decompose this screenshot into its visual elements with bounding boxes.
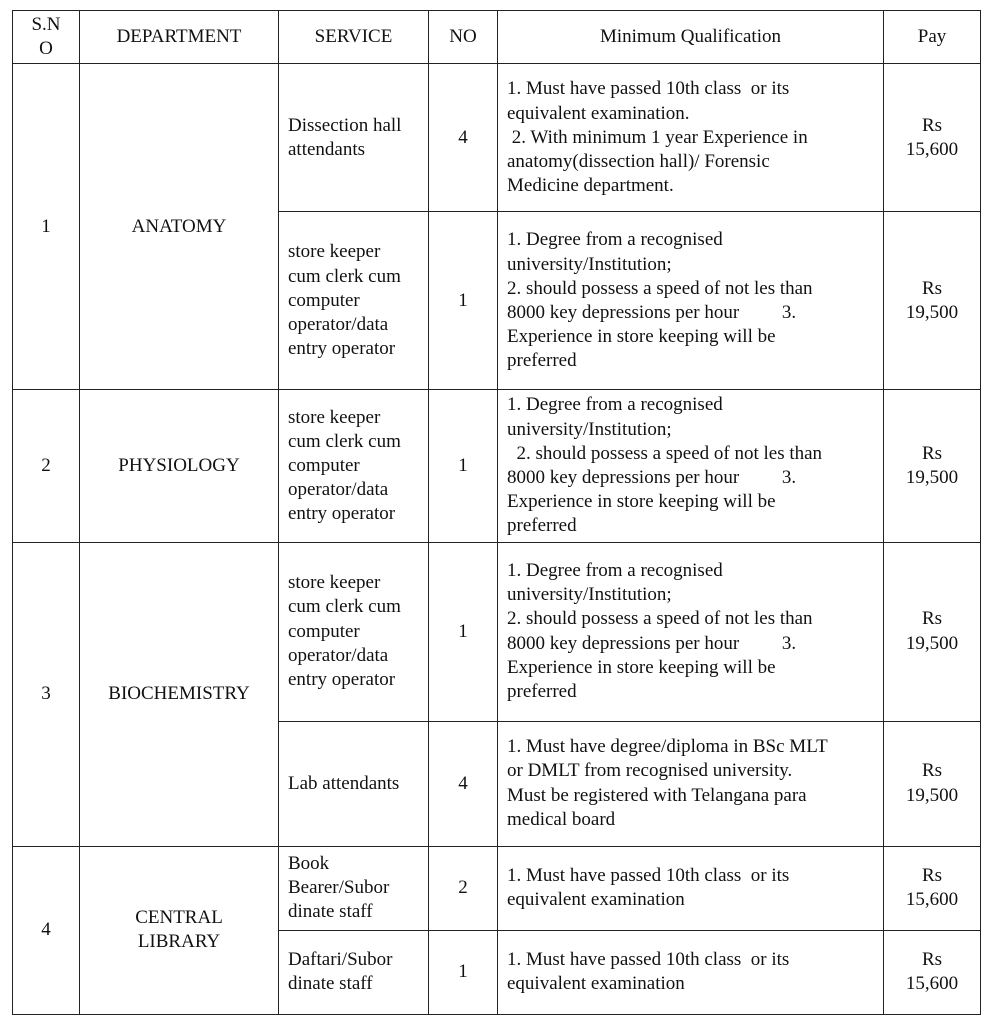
header-service: SERVICE <box>279 11 429 64</box>
pay-cell: Rs 15,600 <box>884 64 981 212</box>
department-cell: PHYSIOLOGY <box>80 390 279 542</box>
department-cell: BIOCHEMISTRY <box>80 542 279 846</box>
header-row <box>13 11 981 64</box>
count-cell: 4 <box>429 721 498 846</box>
count-cell: 1 <box>429 930 498 1014</box>
table-row <box>13 390 981 542</box>
sno-cell: 1 <box>13 64 80 390</box>
qualification-cell: 1. Must have degree/diploma in BSc MLT or DMLT from recognised university. Must be registered with Telangana para medical board <box>498 721 884 846</box>
qualification-cell: 1. Must have passed 10th class or its equivalent examination <box>498 846 884 930</box>
header-sno: S.N O <box>13 11 80 64</box>
department-cell: ANATOMY <box>80 64 279 390</box>
qualification-cell: 1. Degree from a recognised university/Institution; 2. should possess a speed of not les than 8000 key depressions per hour 3. Experience in store keeping will be preferred <box>498 542 884 721</box>
service-cell: Dissection hall attendants <box>279 64 429 212</box>
pay-cell: Rs 19,500 <box>884 390 981 542</box>
count-cell: 2 <box>429 846 498 930</box>
qualification-cell: 1. Degree from a recognised university/Institution; 2. should possess a speed of not les than 8000 key depressions per hour 3. Experience in store keeping will be preferred <box>498 390 884 542</box>
service-cell: store keeper cum clerk cum computer operator/data entry operator <box>279 212 429 390</box>
qualification-cell: 1. Must have passed 10th class or its equivalent examination <box>498 930 884 1014</box>
table-row <box>13 846 981 930</box>
header-department: DEPARTMENT <box>80 11 279 64</box>
header-no: NO <box>429 11 498 64</box>
service-cell: store keeper cum clerk cum computer operator/data entry operator <box>279 542 429 721</box>
pay-cell: Rs 19,500 <box>884 542 981 721</box>
header-qualification: Minimum Qualification <box>498 11 884 64</box>
pay-cell: Rs 19,500 <box>884 721 981 846</box>
sno-cell: 3 <box>13 542 80 846</box>
count-cell: 1 <box>429 212 498 390</box>
vacancy-table <box>12 10 981 1015</box>
pay-cell: Rs 15,600 <box>884 930 981 1014</box>
qualification-cell: 1. Must have passed 10th class or its equivalent examination. 2. With minimum 1 year Experience in anatomy(dissection hall)/ Forensic Medicine department. <box>498 64 884 212</box>
header-pay: Pay <box>884 11 981 64</box>
service-cell: Daftari/Subor dinate staff <box>279 930 429 1014</box>
table-row <box>13 64 981 212</box>
pay-cell: Rs 15,600 <box>884 846 981 930</box>
count-cell: 1 <box>429 542 498 721</box>
count-cell: 4 <box>429 64 498 212</box>
sno-cell: 2 <box>13 390 80 542</box>
service-cell: Book Bearer/Subor dinate staff <box>279 846 429 930</box>
department-cell: CENTRAL LIBRARY <box>80 846 279 1014</box>
qualification-cell: 1. Degree from a recognised university/Institution; 2. should possess a speed of not les than 8000 key depressions per hour 3. Experience in store keeping will be preferred <box>498 212 884 390</box>
service-cell: Lab attendants <box>279 721 429 846</box>
service-cell: store keeper cum clerk cum computer operator/data entry operator <box>279 390 429 542</box>
count-cell: 1 <box>429 390 498 542</box>
pay-cell: Rs 19,500 <box>884 212 981 390</box>
table-row <box>13 542 981 721</box>
sno-cell: 4 <box>13 846 80 1014</box>
